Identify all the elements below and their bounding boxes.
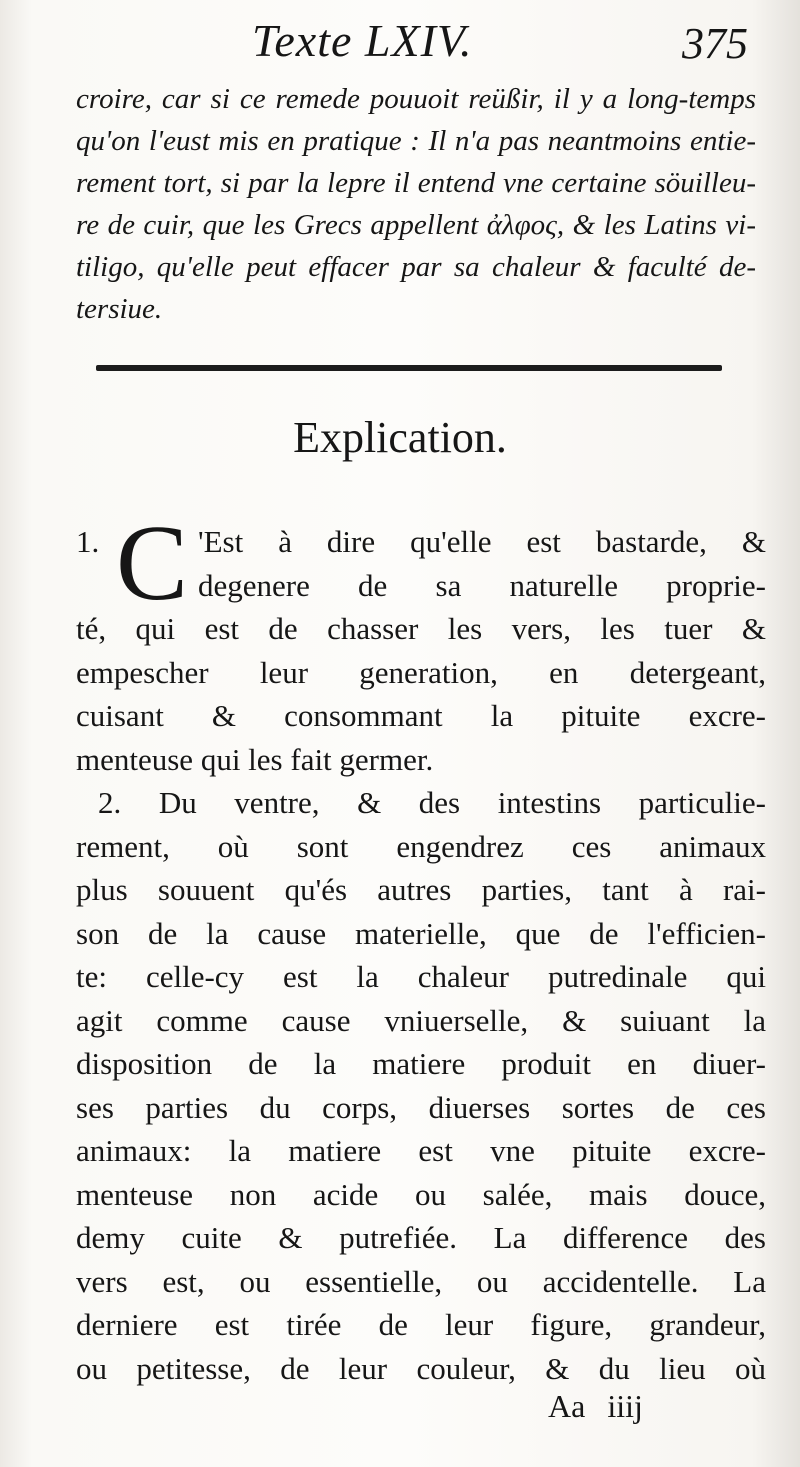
commentary-line: vers est, ou essentielle, ou accidentelle. La [76, 1263, 766, 1299]
text-line: tersiue. [76, 293, 163, 325]
text-line: re de cuir, que les Grecs appellent ἀλφος, & les Latins vi- [76, 209, 756, 241]
commentary-line: animaux: la matiere est vne pituite excre- [76, 1133, 766, 1168]
drop-cap: C [116, 504, 189, 623]
text-line: croire, car si ce remede pouuoit reüßir, il y a long-temps [76, 83, 756, 115]
commentary-line: té, qui est de chasser les vers, les tuer & [76, 611, 766, 646]
commentary-line: rement, où sont engendrez ces animaux [76, 828, 766, 864]
commentary-line: menteuse qui les fait germer. [76, 741, 434, 777]
commentary-line: derniere est tirée de leur figure, grandeur, [76, 1307, 766, 1342]
commentary-block [76, 504, 766, 1390]
paragraph-1 [76, 504, 766, 781]
text-line: tiligo, qu'elle peut effacer par sa chaleur & faculté de- [76, 251, 756, 283]
commentary-line: empescher leur generation, en detergeant, [76, 654, 766, 690]
commentary-line: 2. Du ventre, & des intestins particulie- [98, 785, 766, 820]
commentary-line: demy cuite & putrefiée. La difference des [76, 1220, 766, 1255]
commentary-line: plus souuent qu'és autres parties, tant à rai- [76, 872, 766, 907]
commentary-line: agit comme cause vniuerselle, & suiuant la [76, 1002, 766, 1038]
horizontal-rule [96, 365, 722, 371]
commentary-line: menteuse non acide ou salée, mais douce, [76, 1176, 766, 1212]
commentary-line: disposition de la matiere produit en diuer- [76, 1046, 766, 1081]
commentary-line: 'Est à dire qu'elle est bastarde, & [198, 524, 766, 559]
commentary-line: degenere de sa naturelle proprie- [198, 567, 766, 603]
section-title: Explication. [293, 413, 507, 462]
commentary-line: cuisant & consommant la pituite excre- [76, 698, 766, 733]
text-line: qu'on l'eust mis en pratique : Il n'a pas neantmoins entie- [76, 125, 756, 157]
commentary-line: ou petitesse, de leur couleur, & du lieu où [76, 1350, 766, 1386]
running-head [60, 14, 770, 74]
commentary-line: ses parties du corps, diuerses sortes de ces [76, 1089, 766, 1125]
paragraph-2 [76, 781, 766, 1390]
signature-mark: Aa iiij [548, 1388, 643, 1424]
italic-text-block [76, 78, 756, 330]
paragraph-number: 1. [76, 524, 100, 559]
commentary-line: son de la cause materielle, que de l'efficien- [76, 915, 766, 951]
page-number: 375 [682, 19, 748, 68]
commentary-line: te: celle-cy est la chaleur putredinale qui [76, 959, 766, 994]
text-line: rement tort, si par la lepre il entend vne certaine söuilleu- [76, 167, 756, 199]
running-title: Texte LXIV. [252, 15, 473, 66]
